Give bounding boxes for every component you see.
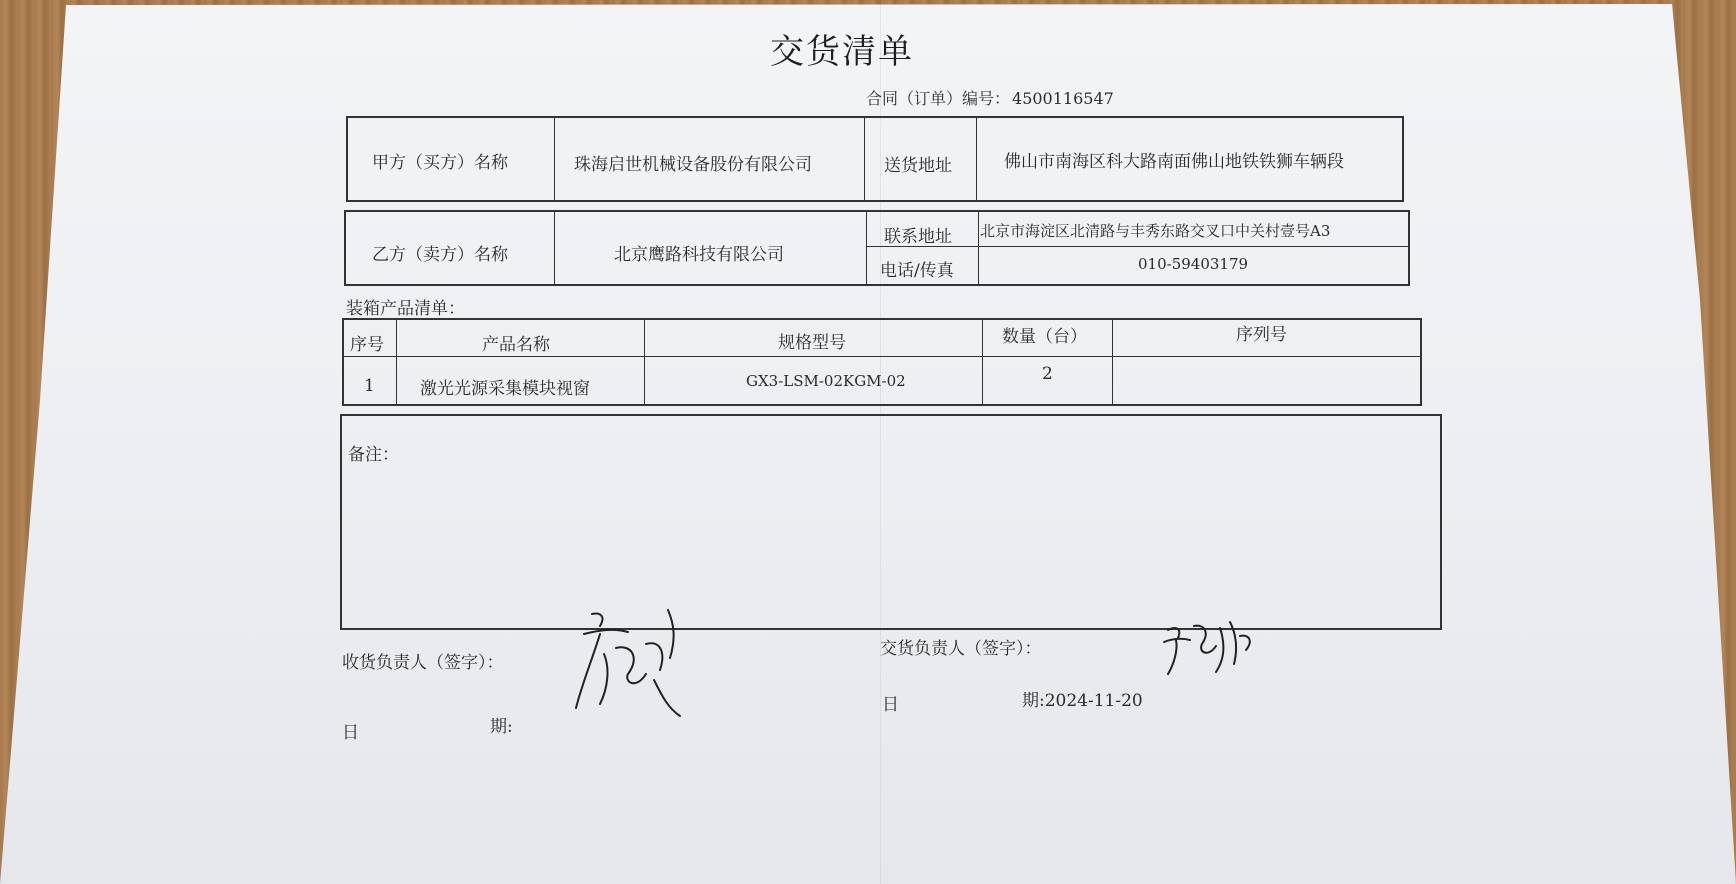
table-header-cell: 产品名称 [482,335,550,355]
table-header-cell: 规格型号 [778,333,846,353]
table-row-divider [343,356,1421,357]
table-cell: 1 [364,376,375,396]
divider [982,319,983,405]
receiver-date-label: 期: [490,717,513,737]
table-cell: 激光光源采集模块视窗 [420,379,590,399]
delivery-address-label: 送货地址 [884,156,952,176]
divider [1112,319,1113,405]
divider [554,211,555,285]
delivery-address: 佛山市南海区科大路南面佛山地铁铁狮车辆段 [1004,152,1344,172]
divider [554,117,555,201]
receiver-signature [570,604,690,724]
divider [864,117,865,201]
divider [866,211,867,285]
remarks-box [340,414,1442,630]
deliverer-date-label: 日 [882,695,899,715]
party-b-label: 乙方（卖方）名称 [372,245,508,265]
party-b-name: 北京鹰路科技有限公司 [614,245,784,265]
table-cell: 2 [1042,364,1053,384]
table-header-cell: 序号 [350,335,384,355]
deliverer-signature-label: 交货负责人（签字）： [880,639,1042,659]
table-header-cell: 数量（台） [1002,327,1087,347]
table-header-cell: 序列号 [1236,325,1287,345]
contract-number-label: 合同（订单）编号： [866,89,1011,108]
contact-address: 北京市海淀区北清路与丰秀东路交叉口中关村壹号A3 [980,222,1331,240]
phone-value: 010-59403179 [1138,255,1249,273]
divider [976,117,977,201]
divider [396,319,397,405]
phone-label: 电话/传真 [880,261,954,281]
deliverer-signature [1160,616,1260,680]
document-title: 交货清单 [770,32,914,72]
deliverer-date: 期:2024-11-20 [1022,691,1143,711]
table-cell: GX3-LSM-02KGM-02 [746,372,906,390]
divider [978,211,979,285]
receiver-date-label: 日 [342,723,359,743]
contract-number-value: 4500116547 [1012,89,1114,108]
product-list-heading: 装箱产品清单： [346,299,465,319]
divider [644,319,645,405]
receiver-signature-label: 收货负责人（签字）： [342,653,504,673]
contact-address-label: 联系地址 [884,227,952,247]
party-a-name: 珠海启世机械设备股份有限公司 [574,155,812,175]
contract-number-line [866,86,1114,109]
party-a-label: 甲方（买方）名称 [372,153,508,173]
remarks-label: 备注： [348,445,399,465]
